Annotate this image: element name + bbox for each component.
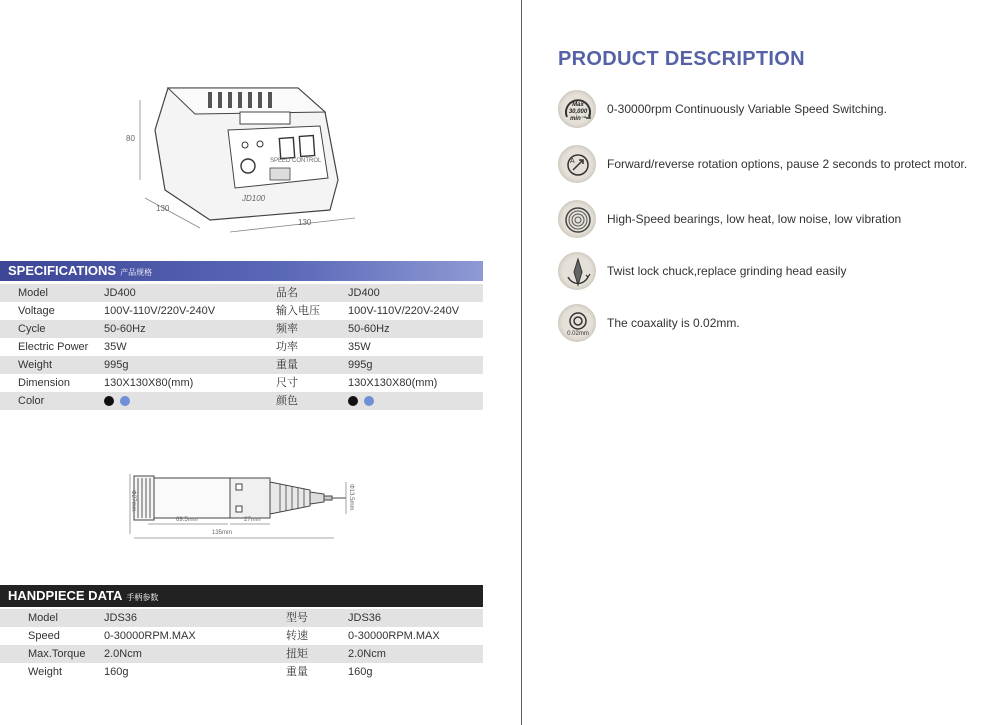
device-model-mark: JD100 (242, 194, 266, 203)
product-description-title: PRODUCT DESCRIPTION (558, 48, 805, 70)
spec-value: 100V-110V/220V-240V (104, 305, 216, 317)
color-swatch-blue (364, 396, 374, 406)
hp-label-cn: 重量 (286, 666, 308, 678)
spec-label: Weight (18, 359, 53, 371)
spec-value-cn: 100V-110V/220V-240V (348, 305, 460, 317)
max-speed-icon-text: Max 30,000 min⁻¹ (568, 102, 588, 122)
spec-row (0, 338, 483, 356)
specifications-title: SPECIFICATIONS (8, 263, 117, 278)
handpiece-row (0, 663, 483, 681)
page-divider (521, 0, 522, 725)
chuck-icon (558, 252, 596, 290)
hp-value-cn: 0-30000RPM.MAX (348, 630, 440, 642)
spec-row (0, 356, 483, 374)
feature-text: The coaxality is 0.02mm. (607, 316, 740, 330)
hp-value-cn: 2.0Ncm (348, 648, 386, 660)
max-speed-icon (558, 90, 596, 128)
handpiece-row (0, 627, 483, 645)
spec-row (0, 374, 483, 392)
dim-depth-label: 130 (156, 204, 170, 213)
dim-total-label: 135mm (212, 530, 233, 536)
spec-value: 50-60Hz (104, 323, 146, 335)
dim-height-label: 80 (126, 134, 135, 143)
spec-label-cn: 重量 (276, 359, 298, 371)
hp-label-cn: 型号 (286, 612, 308, 624)
spec-label: Electric Power (18, 341, 89, 353)
handpiece-subtitle: 手柄参数 (126, 593, 159, 602)
dim-length-a-label: 69.5mm (176, 517, 198, 523)
dim-width-label: 130 (298, 218, 312, 227)
spec-label-cn: 功率 (276, 341, 298, 353)
handpiece-row (0, 609, 483, 627)
spec-label: Cycle (18, 323, 46, 335)
specifications-header (0, 261, 483, 281)
feature-item (558, 252, 998, 292)
spec-row (0, 392, 483, 410)
coaxiality-icon-text: 0.02mm (567, 331, 589, 337)
color-swatch-blue (120, 396, 130, 406)
spec-label-cn: 尺寸 (276, 377, 298, 389)
specifications-subtitle: 产品规格 (120, 268, 153, 277)
feature-text: Forward/reverse rotation options, pause 2 seconds to protect motor. (607, 157, 968, 171)
panel-text: SPEED CONTROL (270, 158, 322, 164)
hp-label: Speed (28, 630, 60, 642)
hp-value: 2.0Ncm (104, 648, 142, 660)
hp-label: Model (28, 612, 58, 624)
feature-text: High-Speed bearings, low heat, low noise, low vibration (607, 212, 902, 226)
spec-label: Color (18, 395, 45, 407)
hp-label-cn: 转速 (286, 630, 308, 642)
hp-value: 0-30000RPM.MAX (104, 630, 196, 642)
spec-value: 130X130X80(mm) (104, 377, 194, 389)
handpiece-title: HANDPIECE DATA (8, 588, 123, 603)
feature-item (558, 90, 998, 130)
color-swatches (104, 392, 136, 410)
bearing-icon (558, 200, 596, 238)
spec-label: Dimension (18, 377, 70, 389)
spec-value-cn: JD400 (348, 287, 380, 299)
spec-value-cn: 995g (348, 359, 373, 371)
rotation-icon (558, 145, 596, 183)
handpiece-outline (120, 462, 380, 552)
feature-item (558, 304, 998, 344)
spec-value-cn: 130X130X80(mm) (348, 377, 438, 389)
spec-row (0, 320, 483, 338)
spec-value: 995g (104, 359, 129, 371)
spec-label: Model (18, 287, 48, 299)
spec-label-cn: 品名 (276, 287, 298, 299)
spec-value: JD400 (104, 287, 136, 299)
dim-diameter-label: Φ27mm (130, 490, 136, 512)
spec-value: 35W (104, 341, 127, 353)
svg-text:A: A (570, 158, 575, 165)
hp-label: Weight (28, 666, 63, 678)
hp-value-cn: 160g (348, 666, 373, 678)
feature-text: 0-30000rpm Continuously Variable Speed Switching. (607, 102, 887, 116)
color-swatch-black (348, 396, 358, 406)
handpiece-header (0, 585, 483, 607)
spec-label-cn: 频率 (276, 323, 298, 335)
spec-label-cn: 颜色 (276, 395, 298, 407)
spec-label-cn: 输入电压 (276, 305, 320, 317)
dim-length-b-label: 27mm (244, 517, 261, 523)
feature-text: Twist lock chuck,replace grinding head easily (607, 264, 847, 278)
handpiece-row (0, 645, 483, 663)
hp-value: 160g (104, 666, 129, 678)
spec-value-cn: 35W (348, 341, 371, 353)
device-outline (120, 70, 370, 240)
device-drawing (120, 70, 370, 240)
spec-value-cn: 50-60Hz (348, 323, 390, 335)
feature-item (558, 145, 998, 185)
feature-item (558, 200, 998, 240)
hp-value: JDS36 (104, 612, 138, 624)
spec-row (0, 284, 483, 302)
color-swatches-cn (348, 392, 380, 410)
hp-label-cn: 扭矩 (286, 648, 308, 660)
spec-label: Voltage (18, 305, 55, 317)
color-swatch-black (104, 396, 114, 406)
dim-tip-diameter-label: Φ13.5mm (348, 484, 354, 511)
spec-row (0, 302, 483, 320)
coaxiality-icon (558, 304, 596, 342)
hp-value-cn: JDS36 (348, 612, 382, 624)
handpiece-drawing (120, 462, 380, 552)
hp-label: Max.Torque (28, 648, 86, 660)
